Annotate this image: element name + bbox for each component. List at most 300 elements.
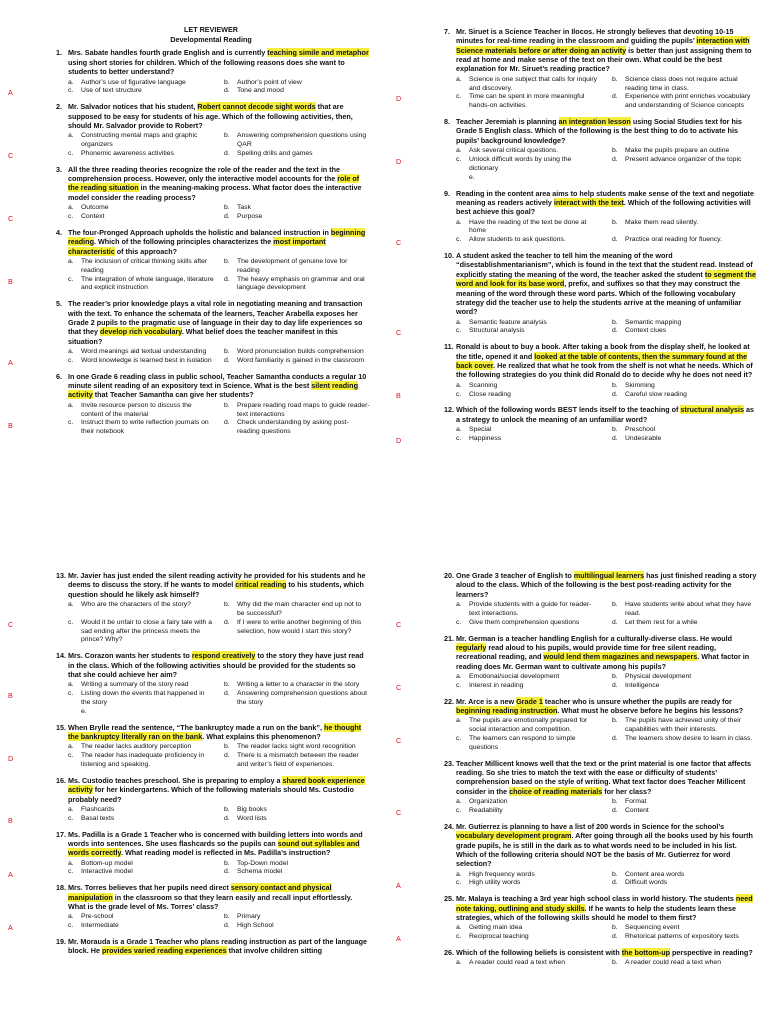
answer-option: [224, 681, 370, 690]
option-letter: d.: [612, 434, 618, 442]
answer-option: [68, 150, 214, 159]
option-letter: a.: [456, 959, 462, 967]
option-letter: a.: [456, 426, 462, 434]
option-letter: b.: [224, 348, 230, 356]
option-text: Happiness: [469, 434, 502, 442]
answer-options: [68, 132, 370, 158]
option-text: Structural analysis: [469, 327, 525, 335]
answer-option: [68, 868, 214, 877]
answer-options: [68, 681, 370, 716]
stem-text: A student asked the teacher to tell him the meaning of the word “disestablishmentarianism”, which is found in the text that the student read. Instead of explicitly stating the meaning of the word, the teacher asked the student: [456, 251, 753, 279]
question-stem: [68, 165, 370, 202]
question-number: 22.: [444, 696, 454, 706]
option-text: The reader lacks sight word recognition: [237, 743, 356, 751]
option-text: Big books: [237, 805, 267, 813]
option-letter: a.: [456, 381, 462, 389]
option-text: Present advance organizer of the topic: [625, 156, 742, 164]
option-letter: d.: [224, 922, 230, 930]
option-letter: a.: [456, 924, 462, 932]
question-stem: [456, 117, 758, 145]
answer-option: [224, 204, 370, 213]
option-letter: c.: [456, 327, 462, 335]
stem-text: Mrs. Torres believes that her pupils need direct: [68, 883, 231, 893]
answer-option: [612, 798, 758, 807]
option-letter: b.: [224, 401, 230, 409]
answer-option: [68, 922, 214, 931]
answer-key-mark: D: [396, 436, 402, 446]
answer-option: [68, 132, 214, 150]
stem-text: using Social Studies text for his Grade 5 English class. Which of the following is the best thing to do to activate his pupils’ background knowledge?: [456, 117, 742, 145]
option-text: Instruct them to write reflection journals on their notebook: [81, 419, 209, 436]
answer-option: [224, 132, 370, 150]
answer-key-mark: D: [396, 94, 402, 103]
question-number: 9.: [444, 188, 450, 198]
answer-option: [456, 236, 602, 245]
column-left: [8, 25, 370, 437]
option-text: Science class does not require actual reading time in class.: [625, 75, 738, 92]
stem-text: . He realized that what he took from the shelf is not what he needs. Which of the following strategies do you think did Ronald do to decide why he does not need it?: [456, 360, 753, 380]
option-letter: c.: [456, 93, 462, 101]
question-item: [396, 758, 758, 817]
option-text: Sequencing event: [625, 924, 680, 932]
answer-options: [456, 426, 758, 444]
answer-option: [456, 798, 602, 807]
title-line-2: Developmental Reading: [170, 34, 252, 44]
option-letter: a.: [68, 78, 74, 86]
answer-option: [612, 426, 758, 435]
option-letter: d.: [612, 879, 618, 887]
answer-option: [224, 402, 370, 420]
option-text: Bottom-up model: [81, 859, 133, 867]
option-letter: a.: [68, 401, 74, 409]
question-stem: [68, 372, 370, 400]
option-letter: a.: [456, 75, 462, 83]
answer-option: [456, 327, 602, 336]
stem-text: Reading in the content area aims to help students make sense of the text and negotiate meaning as readers actively: [456, 188, 754, 207]
question-item: [396, 342, 758, 401]
highlighted-text: multilingual learners: [573, 571, 645, 580]
stem-text: . What belief does the teacher manifest in this situation?: [68, 327, 338, 346]
answer-option: [456, 879, 602, 888]
option-letter: b.: [224, 805, 230, 813]
stem-text: . What reading model is reflected in Ms. Padilla’s instruction?: [121, 848, 331, 858]
option-letter: b.: [612, 673, 618, 680]
stem-text: Mr. Javier has just ended the silent reading activity he provided for his students and he deems to discuss the story. If he wants to model: [68, 571, 366, 590]
question-stem: [456, 251, 758, 317]
stem-text: The reader’s prior knowledge plays a vital role in negotiating meaning and transaction with the text. To enhance the schemata of the learners, Teacher Arabella exposes her Grade 2 pupils to the pragmatic use of language in their day to day life experiences so that they: [68, 299, 363, 337]
option-letter: a.: [68, 348, 74, 356]
question-item: [8, 651, 370, 716]
question-item: [8, 48, 370, 98]
question-number: 18.: [56, 883, 66, 893]
option-text: Spelling drills and games: [237, 149, 313, 157]
option-text: Interactive model: [81, 868, 133, 876]
stem-text: Mr. Gutierrez is planning to have a list of 200 words in Science for the school’s: [456, 821, 725, 831]
answer-option: [224, 913, 370, 922]
answer-option: [456, 382, 602, 391]
stem-text: All the three reading theories recognize the role of the reader and the text in the comprehension process. However, only the interactive model accounts for the: [68, 164, 340, 184]
question-stem: [68, 723, 370, 742]
answer-option: [68, 79, 214, 88]
answer-options: [456, 76, 758, 111]
answer-option: [68, 258, 214, 276]
option-letter: c.: [456, 879, 462, 887]
question-stem: [456, 759, 758, 796]
option-text: Word lists: [237, 814, 267, 822]
answer-option: [612, 76, 758, 94]
highlighted-text: most important characteristic: [68, 237, 326, 256]
answer-option: [456, 871, 602, 880]
answer-key-mark: C: [8, 213, 14, 223]
answer-options: [68, 913, 370, 931]
stem-text: Which of the following beliefs is consistent with: [456, 947, 622, 957]
option-letter: a.: [68, 132, 74, 140]
answer-option: [456, 601, 602, 619]
option-text: Top-Down model: [237, 859, 288, 867]
answer-option: [456, 147, 602, 156]
option-text: Undesirable: [625, 434, 662, 442]
answer-option: [612, 319, 758, 328]
highlighted-text: shared book experience activity: [68, 775, 365, 795]
answer-options: [456, 959, 758, 968]
stem-text: . After going through all the books used by his fourth grade pupils, he is still in the dark as to what words need to be included in his list. Which of the following criteria should NOT be the basis of Mr. Gutierrez for word selection?: [456, 831, 753, 869]
option-text: High frequency words: [469, 870, 535, 878]
question-item: [396, 696, 758, 753]
answer-option: [456, 219, 602, 237]
answer-option: [68, 213, 214, 222]
answer-option: [224, 806, 370, 815]
question-number: 16.: [56, 775, 66, 785]
question-item: [396, 821, 758, 890]
question-number: 24.: [444, 821, 454, 831]
stem-text: . What factor in reading does Mr. German want to cultivate among his pupils?: [456, 652, 750, 671]
answer-option: [68, 601, 214, 619]
answer-option: [612, 924, 758, 933]
answer-key-mark: B: [8, 691, 13, 701]
stem-text: for her class?: [602, 786, 652, 796]
answer-option: [456, 807, 602, 816]
answer-options: [456, 382, 758, 400]
answer-option: [456, 619, 602, 628]
answer-option: [68, 815, 214, 824]
highlighted-text: provides varied reading experiences: [101, 946, 227, 956]
stem-text: In one Grade 6 reading class in public school, Teacher Samantha conducts a regular 10 minute silent reading of an expository text in Science. What is the best: [68, 371, 367, 391]
option-letter: a.: [456, 218, 462, 226]
highlighted-text: regularly: [456, 642, 487, 652]
option-text: The development of genuine love for reading: [237, 257, 348, 274]
option-letter: c.: [68, 752, 74, 760]
answer-option: [612, 219, 758, 237]
answer-option: [456, 959, 602, 968]
option-text: Use of text structure: [81, 87, 142, 95]
answer-option: [224, 752, 370, 770]
option-letter: b.: [612, 75, 618, 83]
answer-option: [224, 357, 370, 366]
option-letter: b.: [224, 132, 230, 140]
option-text: Careful slow reading: [625, 390, 687, 398]
stem-text: that Teacher Samantha can give her students?: [92, 390, 254, 400]
option-text: If I were to write another beginning of this selection, how would I start this story?: [237, 618, 362, 635]
option-text: Make them read silently.: [625, 218, 699, 226]
question-stem: [68, 48, 370, 76]
option-letter: c.: [68, 419, 74, 427]
option-letter: b.: [224, 859, 230, 867]
answer-option: [68, 690, 214, 708]
option-text: The reader has inadequate proficiency in listening and speaking.: [81, 752, 205, 768]
question-stem: [68, 776, 370, 804]
option-letter: d.: [612, 618, 618, 626]
option-text: Semantic mapping: [625, 318, 682, 326]
option-letter: b.: [612, 601, 618, 609]
option-text: Word familiarity is gained in the classroom: [237, 356, 365, 364]
option-text: The learners show desire to learn in class.: [625, 735, 753, 743]
option-letter: b.: [224, 743, 230, 751]
answer-option: [612, 93, 758, 111]
stem-text: of this approach?: [114, 246, 178, 256]
highlighted-text: sound out syllables and words correctly: [68, 838, 360, 858]
answer-option: [224, 601, 370, 619]
answer-key-mark: D: [396, 157, 402, 167]
option-text: Invite resource person to discuss the content of the material: [81, 401, 192, 418]
answer-key-mark: C: [396, 682, 402, 692]
question-stem: [68, 937, 370, 956]
answer-options: [456, 673, 758, 691]
answer-key-mark: A: [396, 934, 401, 944]
option-text: Outcome: [81, 204, 109, 212]
option-text: Answering comprehension questions about the story: [237, 690, 367, 706]
option-letter: c.: [68, 618, 74, 626]
answer-option: [456, 391, 602, 400]
question-stem: [456, 894, 758, 922]
answer-options: [456, 147, 758, 182]
highlighted-text: beginning reading: [68, 227, 366, 247]
option-text: A reader could read a text when: [625, 959, 721, 967]
question-item: [396, 405, 758, 446]
stem-text: perspective in reading?: [670, 947, 753, 957]
answer-option: [224, 258, 370, 276]
answer-option: [68, 619, 214, 645]
answer-option: [612, 619, 758, 628]
answer-option: [612, 871, 758, 880]
option-letter: a.: [68, 204, 74, 212]
option-text: Word knowledge is learned best in isolation: [81, 356, 212, 364]
answer-option: [224, 79, 370, 88]
stem-text: as a strategy to unlock the meaning of an unfamiliar word?: [456, 405, 754, 424]
answer-options: [456, 871, 758, 889]
question-stem: [456, 27, 758, 74]
question-stem: [68, 102, 370, 130]
option-text: A reader could read a text when: [469, 959, 565, 967]
answer-option: [612, 673, 758, 682]
answer-option: [456, 426, 602, 435]
answer-option: [456, 717, 602, 735]
answer-option: [224, 868, 370, 877]
question-stem: [68, 571, 370, 599]
question-number: 15.: [56, 722, 66, 732]
option-text: The learners can respond to simple questions: [469, 735, 576, 751]
question-item: [8, 571, 370, 645]
option-text: Check understanding by asking post-reading questions: [237, 419, 349, 436]
option-text: Constructing mental maps and graphic organizers: [81, 132, 198, 149]
answer-option: [456, 924, 602, 933]
option-letter: c.: [456, 156, 462, 164]
question-number: 10.: [444, 251, 454, 261]
option-letter: d.: [224, 814, 230, 822]
option-text: e.: [81, 707, 87, 715]
option-letter: a.: [456, 798, 462, 806]
stem-text: in the classroom so that they learn easily and recall input effortlessly. What is the grade level of Ms. Torres’ class?: [68, 892, 353, 911]
answer-options: [68, 79, 370, 97]
stem-text: When Brylle read the sentence, “The bankruptcy made a run on the bank”,: [68, 722, 325, 732]
option-text: Provide students with a guide for reader-text interactions.: [469, 601, 592, 617]
answer-option: [224, 150, 370, 159]
answer-key-mark: A: [8, 358, 13, 368]
option-letter: a.: [68, 859, 74, 867]
question-item: [440, 948, 758, 968]
highlighted-text: Grade 1: [516, 696, 543, 706]
stem-text: to the story they have just read in the class. Which of the following activities should be provided for the students so that she could achieve her aim?: [68, 651, 364, 679]
stem-text: has just finished reading a story aloud to the class. Which of the following is the best post-reading activity for the learners?: [456, 571, 757, 599]
question-number: 23.: [444, 758, 454, 768]
option-letter: c.: [456, 618, 462, 626]
answer-option: [224, 276, 370, 294]
answer-option: [612, 382, 758, 391]
stem-text: Teacher Millicent knows well that the text or the print material is one factor that affects reading. So she tries to match the text with the ease or difficulty of students’ comprehension based on the style of writing. What text factor does Teacher Millicent consider in the: [456, 758, 752, 796]
option-letter: c.: [456, 933, 462, 941]
option-text: Task: [237, 204, 251, 212]
option-letter: b.: [224, 601, 230, 609]
stem-text: . What explains this phenomenon?: [202, 731, 321, 741]
option-text: Practice oral reading for fluency.: [625, 236, 722, 244]
answer-option: [224, 419, 370, 437]
answer-options: [68, 806, 370, 824]
answer-options: [68, 258, 370, 293]
answer-option: [68, 276, 214, 294]
question-number: 5.: [56, 299, 62, 309]
option-letter: d.: [612, 236, 618, 244]
stem-text: The four-Pronged Approach upholds the holistic and balanced instruction in: [68, 227, 331, 237]
answer-option: [612, 601, 758, 619]
answer-option: [456, 435, 602, 444]
option-letter: d.: [612, 806, 618, 814]
question-number: 19.: [56, 937, 66, 947]
option-letter: c.: [68, 213, 74, 220]
answer-options: [68, 601, 370, 645]
option-text: Schema model: [237, 868, 283, 876]
option-text: Scanning: [469, 381, 498, 389]
option-letter: d.: [224, 868, 230, 876]
stem-text: using short stories for children. Which of the following reasons does she want to students to better understand?: [68, 57, 345, 77]
option-letter: b.: [612, 426, 618, 434]
question-stem: [456, 697, 758, 716]
answer-key-mark: A: [8, 923, 13, 933]
option-letter: a.: [68, 743, 74, 751]
question-number: 6.: [56, 371, 62, 381]
option-text: Organization: [469, 798, 508, 806]
stem-text: read aloud to his pupils, would provide time for free silent reading, recreational reading, and: [456, 642, 717, 662]
question-number: 7.: [444, 27, 450, 36]
answer-option: [68, 357, 214, 366]
option-letter: d.: [224, 419, 230, 427]
option-letter: d.: [612, 735, 618, 743]
question-item: [8, 164, 370, 223]
column-left: [8, 571, 370, 956]
option-letter: c.: [456, 390, 462, 398]
option-text: Pre-school: [81, 913, 114, 921]
answer-key-mark: A: [8, 869, 13, 879]
question-item: [8, 102, 370, 161]
question-number: 12.: [444, 405, 454, 415]
answer-option: [612, 435, 758, 444]
question-item: [8, 227, 370, 293]
option-letter: a.: [68, 257, 74, 265]
answer-key-mark: A: [396, 880, 401, 890]
option-letter: b.: [612, 798, 618, 806]
option-text: Context: [81, 213, 105, 220]
highlighted-text: structural analysis: [680, 405, 744, 415]
highlighted-text: looked at the table of contents, then the summary found at the back cover: [456, 351, 748, 370]
stem-text: Ronald is about to buy a book. After taking a book from the display shelf, he looked at the title, opened it and: [456, 342, 750, 361]
stem-text: that are supposed to be easy for students of his age. Which of the following activities, then, should Mr. Salvador provide to Robert?: [68, 102, 353, 130]
title-line-1: LET REVIEWER: [184, 25, 238, 34]
answer-option: [68, 87, 214, 96]
highlighted-text: to segment the word and look for its base word: [456, 269, 756, 289]
stem-text: Mr. German is a teacher handling English for a culturally-diverse class. He would: [456, 633, 733, 643]
option-text: Phonemic awareness activities: [81, 149, 174, 157]
option-text: Context clues: [625, 327, 667, 335]
answer-option: [68, 419, 214, 437]
answer-options: [68, 402, 370, 437]
question-stem: [456, 342, 758, 379]
answer-option: [612, 327, 758, 336]
stem-text: Ms. Custodio teaches preschool. She is preparing to employ a: [68, 775, 283, 785]
highlighted-text: choice of reading materials: [509, 786, 603, 796]
option-text: Emotional/social development: [469, 673, 560, 680]
option-letter: d.: [612, 681, 618, 689]
option-text: Interest in reading: [469, 681, 524, 689]
answer-key-mark: C: [396, 620, 402, 629]
option-text: The heavy emphasis on grammar and oral language development: [237, 275, 365, 292]
question-item: [8, 722, 370, 770]
answer-options: [68, 348, 370, 366]
option-text: Allow students to ask questions.: [469, 236, 566, 244]
highlighted-text: would lend them magazines and newspapers: [543, 652, 698, 662]
answer-options: [68, 860, 370, 878]
stem-text: Mr. Salvador notices that his student,: [68, 102, 198, 112]
answer-option: [456, 673, 602, 682]
option-text: Basal texts: [81, 814, 115, 822]
question-stem: [68, 299, 370, 346]
option-letter: b.: [612, 218, 618, 226]
option-letter: a.: [68, 913, 74, 921]
question-number: 17.: [56, 829, 66, 839]
answer-option: [224, 87, 370, 96]
answer-option: [224, 619, 370, 645]
answer-option: [224, 348, 370, 357]
option-text: Would it be unfair to close a fairy tale with a sad ending after the princess meets the prince? Why?: [81, 618, 212, 644]
option-letter: c.: [68, 814, 74, 822]
answer-options: [456, 219, 758, 245]
option-letter: [68, 708, 81, 717]
stem-text: , prefix, and suffixes so that they may construct the meaning of the word through these word parts. Which of the following vocabulary strategy did the teacher use to help the students arrive at the meaning of unfamiliar word?: [456, 279, 742, 317]
option-text: Special: [469, 426, 492, 434]
option-letter: d.: [612, 390, 618, 398]
stem-text: for her kindergartens. Which of the following materials should Ms. Custodio probably need?: [68, 785, 354, 804]
question-stem: [68, 883, 370, 911]
question-item: [396, 188, 758, 247]
answer-key-mark: B: [8, 815, 13, 825]
option-text: Give them comprehension questions: [469, 618, 580, 626]
